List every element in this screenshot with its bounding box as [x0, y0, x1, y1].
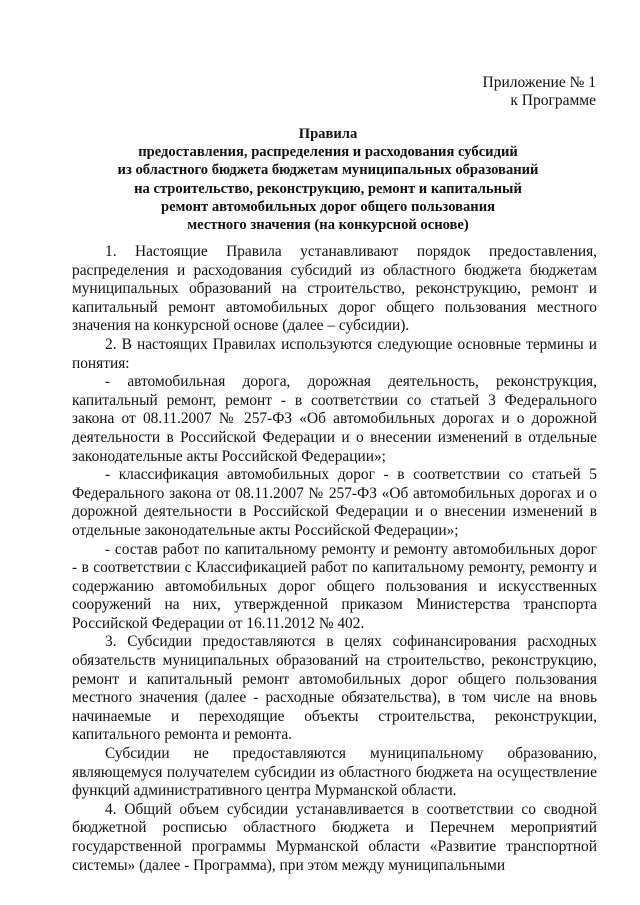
title-line-6: местного значения (на конкурсной основе) [187, 217, 469, 234]
paragraph-4: - классификация автомобильных дорог - в соответствии со статьей 5 Федерального закона от 08.11.2007 № 257-ФЗ «Об автомобильных дорогах и о дорожной деятельности в Российской Федерации и о внесении изменений в отдельные законодательные акты Российской Федерации»; [72, 466, 597, 539]
paragraph-7: Субсидии не предоставляются муниципальному образованию, являющемуся получателем субсидии из областного бюджета на осуществление функций административного центра Мурманской области. [72, 745, 597, 800]
title-line-3: из областного бюджета бюджетам муниципальных образований [117, 162, 539, 179]
title-line-1: Правила [298, 126, 358, 142]
paragraph-8: 4. Общий объем субсидии устанавливается в соответствии со сводной бюджетной росписью областного бюджета и Перечнем мероприятий государственной программы Мурманской области «Развитие транспортной системы» (далее - Программа), при этом между муниципальными [72, 800, 597, 874]
appendix-header [483, 74, 596, 110]
appendix-line-1: Приложение № 1 [482, 74, 596, 91]
paragraph-2: 2. В настоящих Правилах используются следующие основные термины и понятия: [72, 335, 597, 372]
paragraph-5: - состав работ по капитальному ремонту и ремонту автомобильных дорог - в соответствии с Классификацией работ по капитальному ремонту, ремонту и содержанию автомобильных дорог общего пользования и искусственных сооружений на них, утвержденной приказом Министерства транспорта Российской Федерации от 16.11.2012 № 402. [72, 540, 597, 632]
appendix-line-2: к Программе [510, 92, 596, 109]
paragraph-6: 3. Субсидии предоставляются в целях софинансирования расходных обязательств муниципальных образований на строительство, реконструкцию, ремонт и капитальный ремонт автомобильных дорог общего пользования местного значения (далее - расходные обязательства), в том числе на вновь начинаемые и переходящие объекты строительства, реконструкции, капитального ремонта и ремонта. [72, 633, 597, 744]
document-title [60, 125, 596, 234]
title-line-5: ремонт автомобильных дорог общего пользования [160, 198, 496, 215]
paragraph-1: 1. Настоящие Правила устанавливают порядок предоставления, распределения и расходования субсидий из областного бюджета бюджетам муниципальных образований на строительство, реконструкцию, ремонт и капитальный ремонт автомобильных дорог общего пользования местного значения на конкурсной основе (далее – субсидии). [72, 243, 597, 335]
title-line-2: предоставления, распределения и расходования субсидий [138, 144, 518, 161]
paragraph-3: - автомобильная дорога, дорожная деятельность, реконструкция, капитальный ремонт, ремонт - в соответствии со статьей 3 Федерального закона от 08.11.2007 № 257-ФЗ «Об автомобильных дорогах и о дорожной деятельности в Российской Федерации и о внесении изменений в отдельные законодательные акты Российской Федерации»; [72, 373, 597, 465]
title-line-4: на строительство, реконструкцию, ремонт и капитальный [134, 180, 522, 197]
document-body [72, 243, 597, 875]
